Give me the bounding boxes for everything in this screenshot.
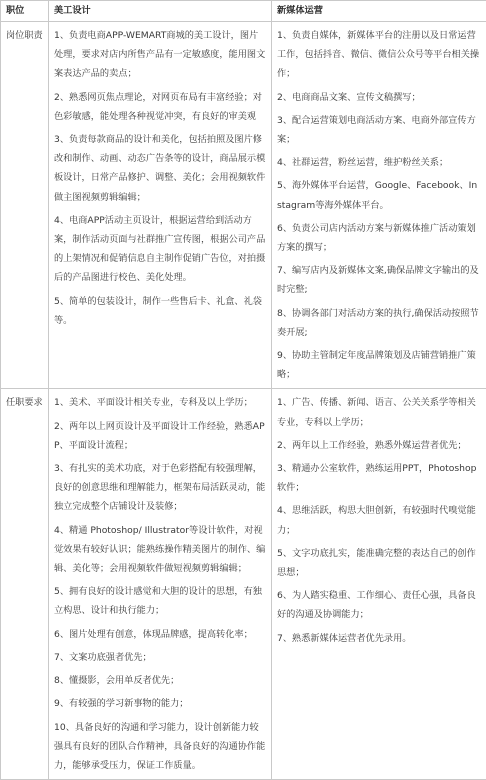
list-item: 2、两年以上工作经验，熟悉外媒运营者优先； (277, 436, 481, 455)
list-item: 3、精通办公室软件，熟练运用PPT，Photoshop软件； (277, 459, 481, 497)
list-item: 5、文字功底扎实，能准确完整的表达自己的创作思想； (277, 544, 481, 582)
list-item: 6、为人踏实稳重、工作细心、责任心强，具备良好的沟通及协调能力； (277, 586, 481, 624)
list-item: 1、广告、传播、新闻、语言、公关关系学等相关专业，专科以上学历； (277, 393, 481, 431)
list-item: 9、协助主管制定年度品牌策划及店铺营销推广策略； (277, 346, 481, 384)
list-item: 8、协调各部门对活动方案的执行,确保活动按照节奏开展; (277, 304, 481, 342)
header-new-media-operation: 新媒体运营 (272, 1, 486, 22)
list-item: 8、懂摄影，会用单反者优先； (54, 671, 266, 690)
list-item: 4、精通 Photoshop/ Illustrator等设计软件，对视觉效果有较好认识；能熟练操作精美图片的制作、编辑、美化等；会用视频软件做短视频剪辑编辑； (54, 521, 266, 579)
list-item: 2、熟悉网页焦点理论，对网页布局有丰富经验；对色彩敏感，能处理各种视觉冲突，有良好的审美观 (54, 88, 266, 126)
row-label-responsibilities: 岗位职责 (1, 22, 49, 389)
requirements-design-cell (49, 389, 272, 780)
list-item: 7、文案功底强者优先； (54, 648, 266, 667)
list-item: 10、具备良好的沟通和学习能力，设计创新能力较强具有良好的团队合作精神，具备良好的沟通协作能力，能够承受压力，保证工作质量。 (54, 718, 266, 776)
list-item: 5、拥有良好的设计感觉和大胆的设计的思想，有独立构思、设计和执行能力； (54, 582, 266, 620)
list-item: 3、配合运营策划电商活动方案、电商外部宣传方案； (277, 111, 481, 149)
responsibilities-design-cell (49, 22, 272, 389)
requirements-media-cell (272, 389, 486, 780)
list-item: 2、两年以上网页设计及平面设计工作经验，熟悉APP、平面设计流程； (54, 417, 266, 455)
list-item: 7、编写店内及新媒体文案,确保品牌文字输出的及时完整; (277, 261, 481, 299)
list-item: 2、电商商品文案、宣传文稿撰写； (277, 88, 481, 107)
row-label-requirements: 任职要求 (1, 389, 49, 780)
table-header-row (1, 1, 486, 22)
list-item: 3、负责每款商品的设计和美化，包括拍照及图片修改和制作、动画、动态广告条等的设计，商品展示模板设计，日常产品修护、调整、美化；会用视频软件做主图视频剪辑编辑； (54, 130, 266, 207)
table-row-responsibilities (1, 22, 486, 389)
list-item: 3、有扎实的美术功底，对于色彩搭配有较强理解，良好的创意思维和理解能力，框架布局活跃灵动，能独立完成整个店铺设计及装修； (54, 459, 266, 517)
list-item: 4、社群运营，粉丝运营，维护粉丝关系； (277, 153, 481, 172)
list-item: 1、负责自媒体，新媒体平台的注册以及日常运营工作，包括抖音、微信、微信公众号等平台相关操作； (277, 26, 481, 84)
header-position: 职位 (1, 1, 49, 22)
list-item: 6、图片处理有创意，体现品牌感，提高转化率； (54, 625, 266, 644)
list-item: 1、负责电商APP-WEMART商城的美工设计，图片处理，要求对店内所售产品有一定敏感度，能用图文案表达产品的卖点； (54, 26, 266, 84)
list-item: 9、有较强的学习新事物的能力； (54, 694, 266, 713)
list-item: 5、海外媒体平台运营，Google、Facebook、Instagram等海外媒体平台。 (277, 176, 481, 214)
table-row-requirements (1, 389, 486, 780)
list-item: 5、简单的包装设计，制作一些售后卡、礼盒、礼袋等。 (54, 292, 266, 330)
list-item: 6、负责公司店内活动方案与新媒体推广活动策划方案的撰写； (277, 219, 481, 257)
responsibilities-media-cell (272, 22, 486, 389)
header-art-design: 美工设计 (49, 1, 272, 22)
list-item: 4、电商APP活动主页设计，根据运营给到活动方案，制作活动页面与社群推广宣传图，根据公司产品的上架情况和促销信息自主制作促销广告位，对拍摄后的产品图进行校色、美化处理。 (54, 211, 266, 288)
list-item: 4、思维活跃，构思大胆创新，有较强时代嗅觉能力； (277, 501, 481, 539)
list-item: 1、美术、平面设计相关专业，专科及以上学历； (54, 393, 266, 412)
list-item: 7、熟悉新媒体运营者优先录用。 (277, 629, 481, 648)
